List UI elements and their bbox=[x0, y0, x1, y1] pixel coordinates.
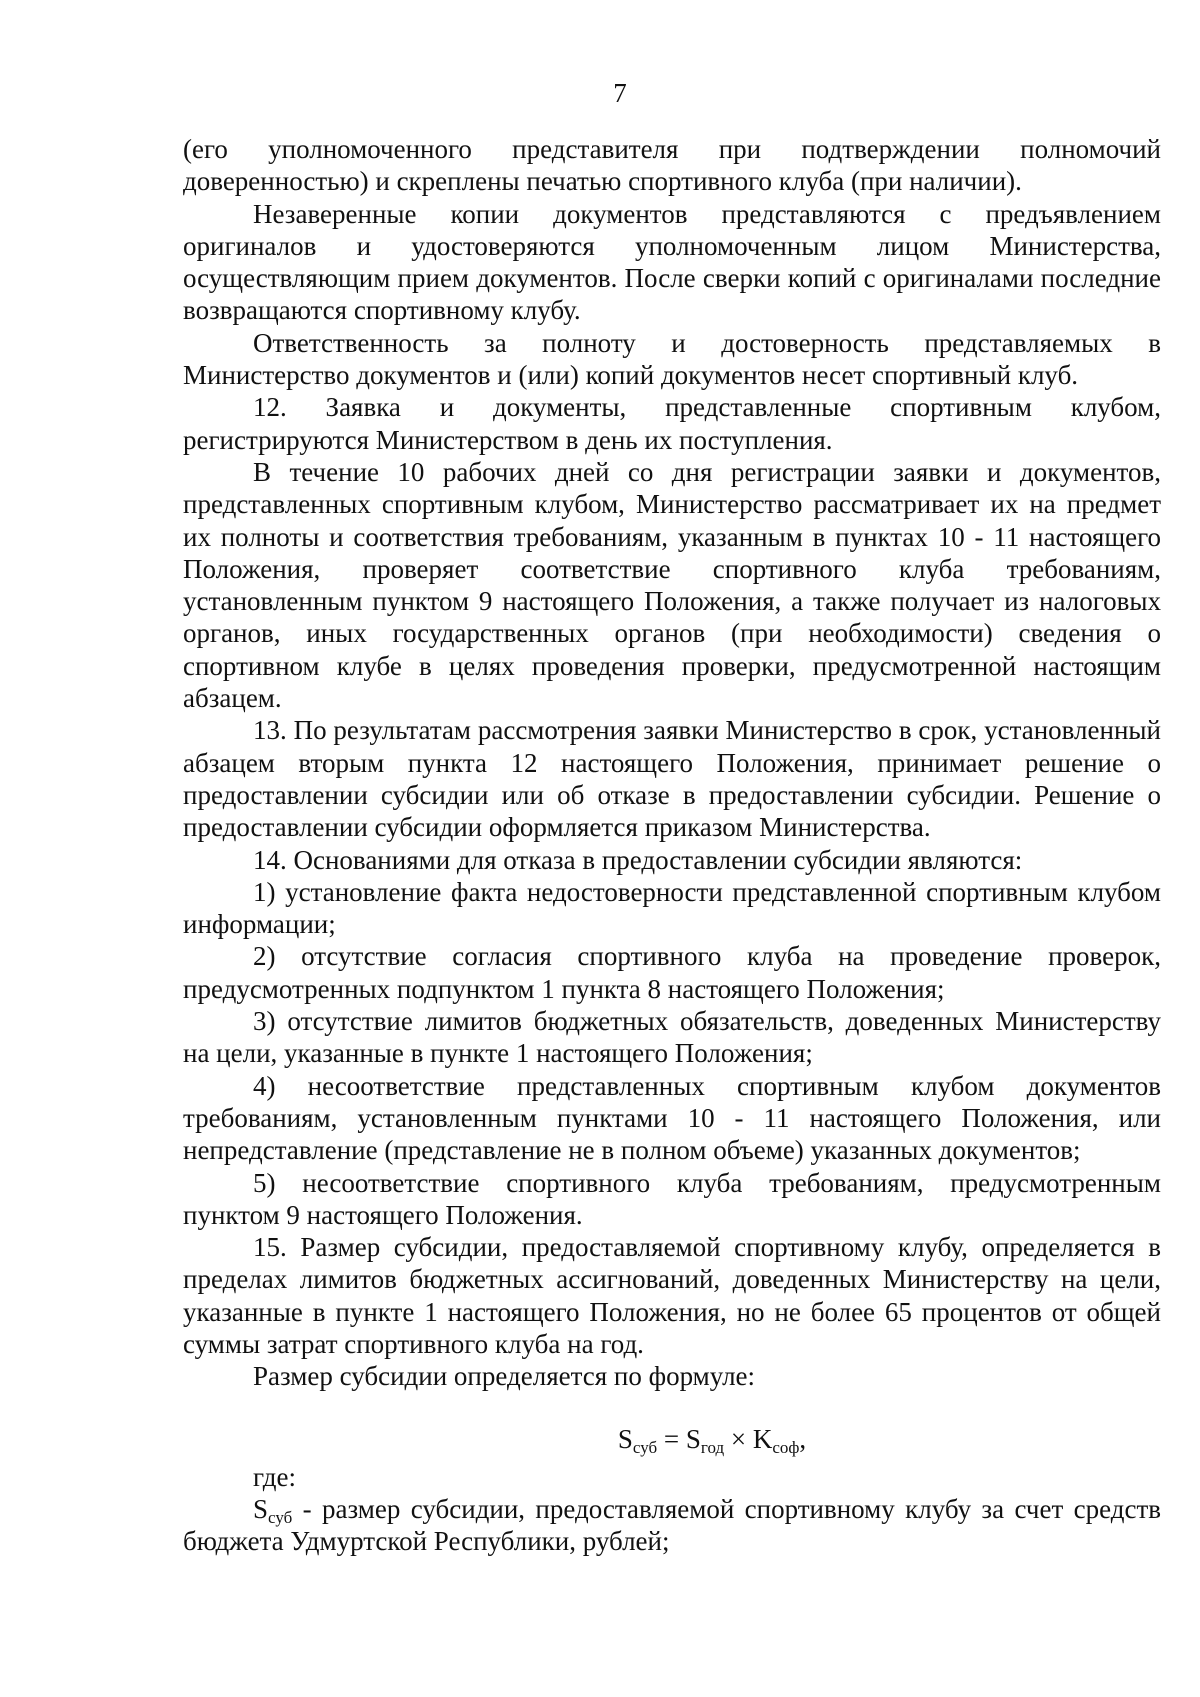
formula-s-god-index: год bbox=[700, 1437, 725, 1457]
paragraph-6: 13. По результатам рассмотрения заявки Министерство в срок, установленный абзацем вторым пункта 12 настоящего Положения, принимает решение о предоставлении субсидии или об отказе в предоставлении субсидии. Решение о предоставлении субсидии оформляется приказом Министерства. bbox=[183, 715, 1161, 843]
paragraph-10: 3) отсутствие лимитов бюджетных обязательств, доведенных Министерству на цели, указанные в пункте 1 настоящего Положения; bbox=[183, 1006, 1161, 1069]
page-number: 7 bbox=[613, 78, 627, 108]
formula-k-index: соф bbox=[772, 1437, 800, 1457]
paragraph-2: Незаверенные копии документов представляются с предъявлением оригиналов и удостоверяются уполномоченным лицом Министерства, осуществляющим прием документов. После сверки копий с оригиналами последние возвращаются спортивному клубу. bbox=[183, 198, 1161, 326]
definition-text: - размер субсидии, предоставляемой спортивному клубу за счет средств бюджета Удмуртской Республики, рублей; bbox=[183, 1493, 1161, 1557]
paragraph-12: 5) несоответствие спортивного клуба требованиям, предусмотренным пунктом 9 настоящего Положения. bbox=[183, 1167, 1161, 1230]
paragraph-13: 15. Размер субсидии, предоставляемой спортивному клубу, определяется в пределах лимитов бюджетных ассигнований, доведенных Министерству на цели, указанные в пункте 1 настоящего Положения, но не более 65 процентов от общей суммы затрат спортивного клуба на год. bbox=[183, 1232, 1161, 1359]
paragraph-11: 4) несоответствие представленных спортивным клубом документов требованиям, установленным пунктами 10 - 11 настоящего Положения, или непредставление (представление не в полном объеме) указанных документов; bbox=[183, 1070, 1161, 1166]
paragraph-5: В течение 10 рабочих дней со дня регистрации заявки и документов, представленных спортивным клубом, Министерство рассматривает их на предмет их полноты и соответствия требованиям, указанным в пунктах 10 - 11 настоящего Положения, проверяет соответствие спортивного клуба требованиям, установленным пунктом 9 настоящего Положения, а также получает из налоговых органов, иных государственных органов (при необходимости) сведения о спортивном клубе в целях проведения проверки, предусмотренной настоящим абзацем. bbox=[183, 456, 1161, 714]
paragraph-7: 14. Основаниями для отказа в предоставлении субсидии являются: bbox=[253, 844, 1023, 875]
formula-comma: , bbox=[799, 1423, 807, 1454]
formula-s-god-symbol: S bbox=[685, 1423, 701, 1454]
formula-s-sub-symbol: S bbox=[617, 1423, 633, 1454]
definition-symbol: S bbox=[253, 1493, 269, 1524]
definition-symbol-index: суб bbox=[268, 1507, 293, 1527]
formula-k-symbol: K bbox=[752, 1423, 773, 1454]
where-label: где: bbox=[253, 1461, 296, 1492]
formula-equals: = bbox=[657, 1423, 686, 1454]
paragraph-4: 12. Заявка и документы, представленные спортивным клубом, регистрируются Министерством в день их поступления. bbox=[183, 392, 1161, 455]
paragraph-3: Ответственность за полноту и достоверность представляемых в Министерство документов и (или) копий документов несет спортивный клуб. bbox=[183, 327, 1161, 391]
definition-s-sub bbox=[183, 1493, 1161, 1558]
paragraph-14: Размер субсидии определяется по формуле: bbox=[253, 1361, 756, 1392]
document-body bbox=[183, 133, 1161, 1557]
paragraph-1: (его уполномоченного представителя при подтверждении полномочий доверенностью) и скреплены печатью спортивного клуба (при наличии). bbox=[183, 134, 1161, 197]
formula-s-sub-index: суб bbox=[632, 1437, 658, 1457]
paragraph-8: 1) установление факта недостоверности представленной спортивным клубом информации; bbox=[183, 876, 1161, 940]
paragraph-9: 2) отсутствие согласия спортивного клуба на проведение проверок, предусмотренных подпунктом 1 пункта 8 настоящего Положения; bbox=[183, 941, 1161, 1004]
formula-times: × bbox=[724, 1423, 753, 1454]
subsidy-formula bbox=[183, 1417, 1161, 1461]
